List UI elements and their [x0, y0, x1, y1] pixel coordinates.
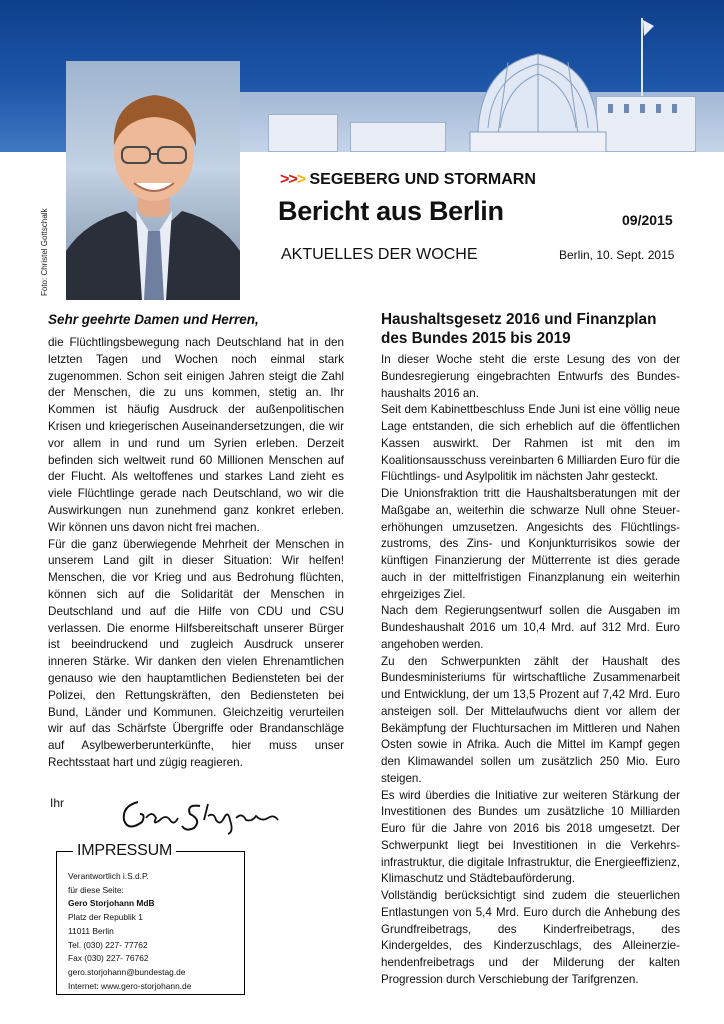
letter-paragraph: Für die ganz überwiegende Mehrheit der Menschen in unserem Land gilt in dieser Situation: Wir helfen! Menschen, die vor Krieg und aus Bedrohung flüchten, können sich auf die Solidarität der Menschen in Deutschland und auf die Hilfe von CDU und CSU verlassen. Die enorme Hilfsbereitschaft unserer Bürger ist beeindruckend und zugleich Ausdruck unserer inneren Stärke. Wir danken den vielen Ehrenamtlichen genauso wie den hauptamtlichen Bediensteten bei der Polizei, den Rettungskräften, den Bediensteten bei Bund, Länder und Kommunen. Gleichzeitig verurteilen wir auf das Schärfste Übergriffe oder Brandanschläge auf Asylbewerberunterkünfte, hier muss unser Rechtsstaat hart und zügig reagieren.: [48, 537, 344, 769]
portrait-photo: [66, 61, 240, 300]
region-line: [280, 171, 536, 189]
article-paragraph: Seit dem Kabinettbeschluss Ende Juni ist eine völlig neue Lage entstanden, die sich erheblich auf die öffentlichen Kassen auswirkt. Der Rahmen ist mit den im Koalitionsausschuss vereinbarten 6 Milliarden Euro für die Flüchtlings- und Asylpolitik im nächsten Jahr gesteckt.: [381, 403, 680, 484]
article-headline: Haushaltsgesetz 2016 und Finanzplan des Bundes 2015 bis 2019: [381, 311, 657, 347]
sign-label: Ihr: [50, 796, 65, 810]
arrow-icon: >>>: [280, 171, 306, 188]
signature-image: [116, 792, 286, 838]
article-paragraph: Vollständig berücksichtigt sind zudem die steuerlichen Entlastungen von 5,4 Mrd. Euro durch die Anhebung des Grundfreibetrags, des Kinderfreibetrags, des Kindergeldes, des Kinderzuschlags, des Alleinerziehendenfreibetrags und der Milderung der kalten Progression durch Verschiebung der Tarifgrenzen.: [381, 889, 680, 986]
article-paragraph: Zu den Schwerpunkten zählt der Haushalt des Bundesministeriums für wirtschaftliche Zusammenarbeit und Entwicklung, der um 13,5 Prozent auf 7,42 Mrd. Euro ansteigen soll. Der Mittelaufwuchs dient vor allem der Bekämpfung der Fluchtursachen im Mittleren und Nahen Osten sowie in Afrika. Auch die Mittel im Kampf gegen den Klimawandel sollen um zusätzlich 250 Mio. Euro steigen.: [381, 654, 680, 785]
impressum-line: Verantwortlich i.S.d.P.: [68, 871, 149, 881]
article-paragraph: Die Unionsfraktion tritt die Haushaltsberatungen mit der Maßgabe an, weiterhin die schwarze Null ohne Steuererhöhungen umzusetzen. Angesichts des Flüchtlingszustroms, des Zins- und Konjunkturrisikos sowie der künftigen Finanzierung der Mütterrente ist dies gerade auch in der mittelfristigen Finanzplanung ein weiterhin ehrgeiziges Ziel.: [381, 487, 680, 601]
impressum-website: Internet: www.gero-storjohann.de: [68, 980, 192, 991]
article-paragraph: Nach dem Regierungsentwurf sollen die Ausgaben im Bundeshaushalt 2016 um 10,4 Mrd. auf 312 Mrd. Euro angehoben werden.: [381, 604, 680, 651]
article-column: [381, 310, 680, 989]
impressum-line: für diese Seite:: [68, 884, 124, 895]
flag-icon: [643, 20, 654, 36]
impressum-line: Tel. (030) 227- 77762: [68, 939, 148, 950]
impressum-email: gero.storjohann@bundestag.de: [68, 966, 186, 977]
impressum-line: Platz der Republik 1: [68, 912, 143, 923]
impressum-line: Fax (030) 227- 76762: [68, 953, 149, 964]
photo-credit: Foto: Christel Gottschalk: [40, 208, 49, 296]
impressum-title: IMPRESSUM: [73, 842, 176, 860]
impressum-line: 11011 Berlin: [68, 925, 114, 936]
letter-column: [48, 312, 344, 772]
impressum-line: Gero Storjohann MdB: [68, 898, 155, 909]
newsletter-title: Bericht aus Berlin: [278, 196, 504, 226]
publication-date: Berlin, 10. Sept. 2015: [559, 248, 675, 262]
issue-number: 09/2015: [622, 212, 673, 228]
impressum-box: [56, 842, 245, 995]
article-paragraph: In dieser Woche steht die erste Lesung des von der Bundesregierung eingebrachten Entwurfs des Bundeshaushalts 2016 an.: [381, 353, 680, 400]
article-paragraph: Es wird überdies die Initiative zur weiteren Stärkung der Investitionen des Bundes um zusätzliche 10 Milliarden Euro für die Jahre von 2016 bis 2018 umgesetzt. Der Schwerpunkt liegt bei Investitionen in die Verkehrsinfrastruktur, die digitale Infrastruktur, die Energieeffizienz, Klimaschutz und Städtebauförderung.: [381, 788, 680, 886]
newsletter-subtitle: AKTUELLES DER WOCHE: [281, 246, 478, 263]
greeting: Sehr geehrte Damen und Herren,: [48, 312, 259, 327]
region-label: SEGEBERG UND STORMARN: [309, 171, 536, 188]
letter-paragraph: die Flüchtlingsbewegung nach Deutschland hat in den letzten Tagen und Wochen noch einmal stark zugenommen. Schon seit einigen Jahren steigt die Zahl der Menschen, die zu uns kommen, stetig an. Ihr Kommen ist häufig Ausdruck der außenpolitischen Krisen und kriegerischen Auseinandersetzungen, die wir vor allem in und rund um Syrien erleben. Derzeit befinden sich weltweit rund 60 Millionen Menschen auf der Flucht. Als weltoffenes und starkes Land zieht es viele Flüchtlinge gerade nach Deutschland, wo wir die Auswirkungen nun zunehmend ganz konkret erleben. Wir können uns davon nicht frei machen.: [48, 336, 344, 534]
signature-block: [48, 792, 348, 840]
